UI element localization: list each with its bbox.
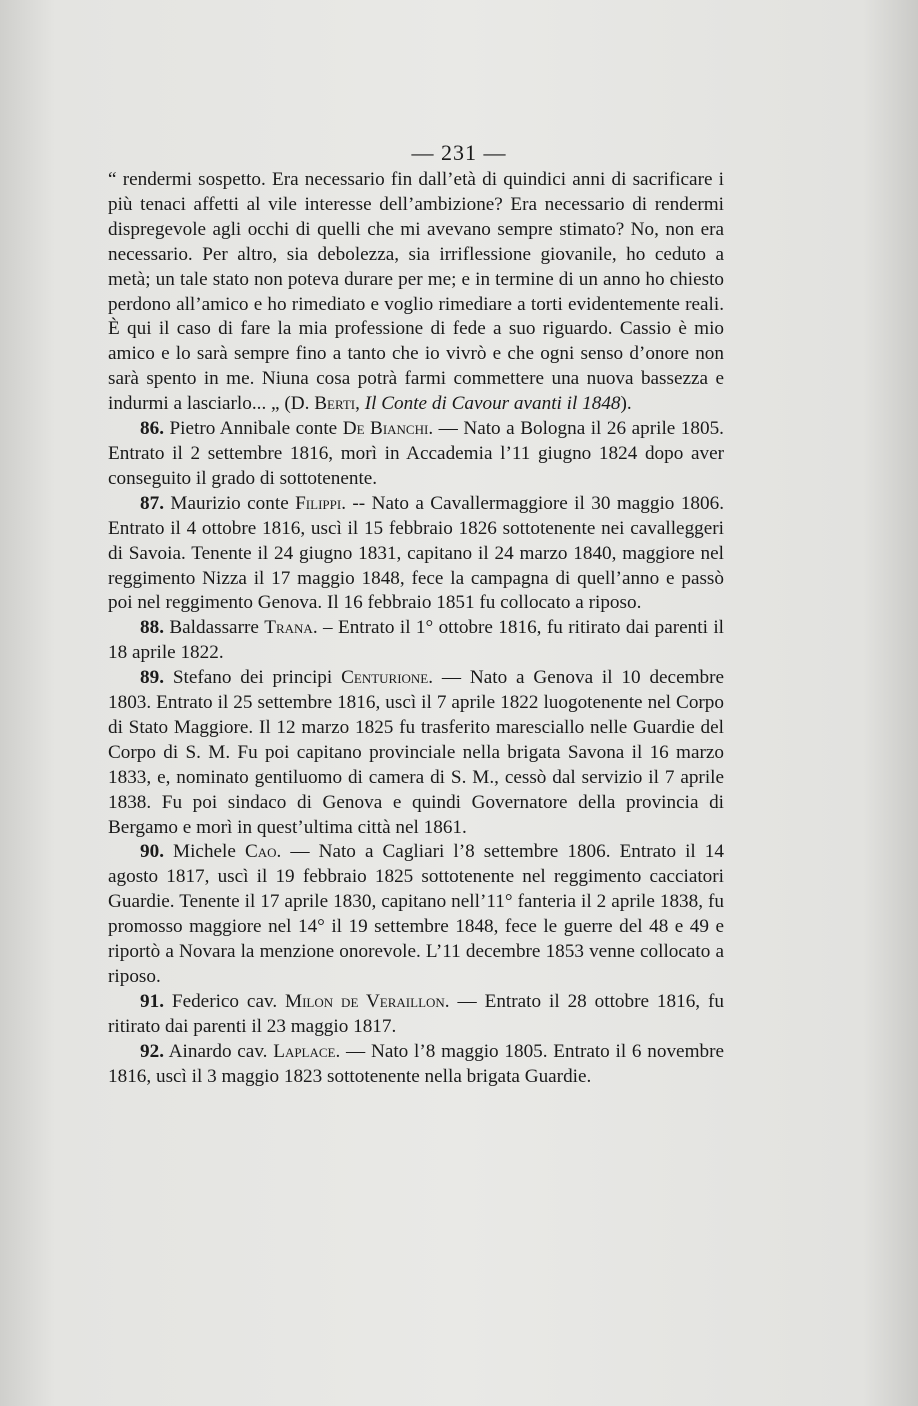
entry-surname: Laplace [273, 1040, 336, 1062]
entry-text: . — Nato l’8 maggio 1805. Entrato il 6 novembre 1816, uscì il 3 maggio 1823 sottotenente nella brigata Guardie. [108, 1040, 724, 1087]
page-number: — 231 — [411, 140, 507, 165]
entry-number: 88. [140, 617, 164, 639]
entry-surname: De Bianchi [342, 418, 429, 440]
entry-86 [108, 417, 724, 492]
entry-number: 91. [140, 990, 164, 1012]
entry-number: 92. [140, 1040, 164, 1062]
entry-number: 90. [140, 841, 164, 863]
entry-surname: Trana [264, 617, 313, 639]
entry-prefix: Michele [163, 841, 245, 863]
entry-91 [108, 990, 724, 1040]
quote-close: ). [620, 393, 632, 415]
quote-text: “ rendermi sospetto. Era necessario fin dall’età di quindici anni di sacrificare i più tenaci affetti al vile interesse dell’ambizione? Era necessario di rendermi dispregevole agli occhi di quelli che mi avevano sempre stimato? No, non era necessario. Per altro, sia debolezza, sia irriflessione giovanile, ho ceduto a metà; un tale stato non poteva durare per me; e in termine di un anno ho chiesto perdono all’amico e ho rimediato e voglio rimediare a torti evidentemente reali. È qui il caso di fare la mia professione di fede a suo riguardo. Cassio è mio amico e lo sarà sempre fino a tanto che io vivrò e che ogni senso d’onore non sarà spento in me. Niuna cosa potrà farmi commettere una nuova bassezza e indurmi a lasciarlo... „ (D. [108, 169, 724, 415]
page-body [108, 168, 724, 1090]
entry-surname: Milon de Veraillon [285, 990, 445, 1012]
quote-separator: , [355, 393, 365, 415]
entry-number: 89. [140, 667, 164, 689]
entry-92 [108, 1040, 724, 1090]
entry-number: 87. [140, 492, 164, 514]
entry-text: . — Nato a Bologna il 26 aprile 1805. Entrato il 2 settembre 1816, morì in Accademia l’11 giugno 1824 dopo aver conseguito il grado di sottotenente. [108, 418, 724, 489]
entry-text: . — Nato a Genova il 10 decembre 1803. Entrato il 25 settembre 1816, uscì il 7 aprile 1822 luogotenente nel Corpo di Stato Maggiore. Il 12 marzo 1825 fu trasferito maresciallo nelle Guardie del Corpo di S. M. Fu poi capitano provinciale nella brigata Savona il 16 marzo 1833, e, nominato gentiluomo di camera di S. M., cessò dal servizio il 7 aprile 1838. Fu poi sindaco di Genova e quindi Governatore della provincia di Bergamo e morì in quest’ultima città nel 1861. [108, 667, 725, 838]
entry-87 [108, 492, 724, 617]
entry-surname: Cao [244, 841, 277, 863]
entry-prefix: Ainardo cav. [163, 1040, 274, 1062]
entry-text: . – Entrato il 1° ottobre 1816, fu ritirato dai parenti il 18 aprile 1822. [108, 617, 724, 664]
entry-surname: Filippi [295, 492, 342, 514]
entry-prefix: Stefano dei principi [163, 667, 342, 689]
quote-work-title: Il Conte di Cavour avanti il 1848 [364, 393, 621, 415]
entry-89 [108, 666, 724, 840]
entry-text: . — Entrato il 28 ottobre 1816, fu ritirato dai parenti il 23 maggio 1817. [108, 990, 724, 1037]
entry-88 [108, 616, 724, 666]
entry-prefix: Federico cav. [163, 990, 286, 1012]
entry-prefix: Maurizio conte [163, 492, 296, 514]
entry-prefix: Pietro Annibale conte [163, 418, 343, 440]
quoted-letter-paragraph [108, 168, 724, 417]
quote-author: Berti [314, 393, 356, 415]
entry-90 [108, 840, 724, 989]
entry-number: 86. [140, 418, 164, 440]
entry-surname: Centurione [341, 667, 429, 689]
entry-text: . — Nato a Cagliari l’8 settembre 1806. Entrato il 14 agosto 1817, uscì il 19 febbraio 1825 sottotenente nel reggimento cacciatori Guardie. Tenente il 17 aprile 1830, capitano nell’11° fanteria il 2 aprile 1838, fu promosso maggiore nel 14° il 19 settembre 1848, fece le guerre del 48 e 49 e riportò a Novara la menzione onorevole. L’11 decembre 1853 venne collocato a riposo. [108, 841, 724, 987]
entry-text: . -- Nato a Cavallermaggiore il 30 maggio 1806. Entrato il 4 ottobre 1816, uscì il 15 febbraio 1826 sottotenente nei cavalleggeri di Savoia. Tenente il 24 giugno 1831, capitano il 24 marzo 1840, maggiore nel reggimento Nizza il 17 maggio 1848, fece la campagna di quell’anno e passò poi nel reggimento Genova. Il 16 febbraio 1851 fu collocato a riposo. [108, 492, 724, 614]
entry-prefix: Baldassarre [163, 617, 265, 639]
